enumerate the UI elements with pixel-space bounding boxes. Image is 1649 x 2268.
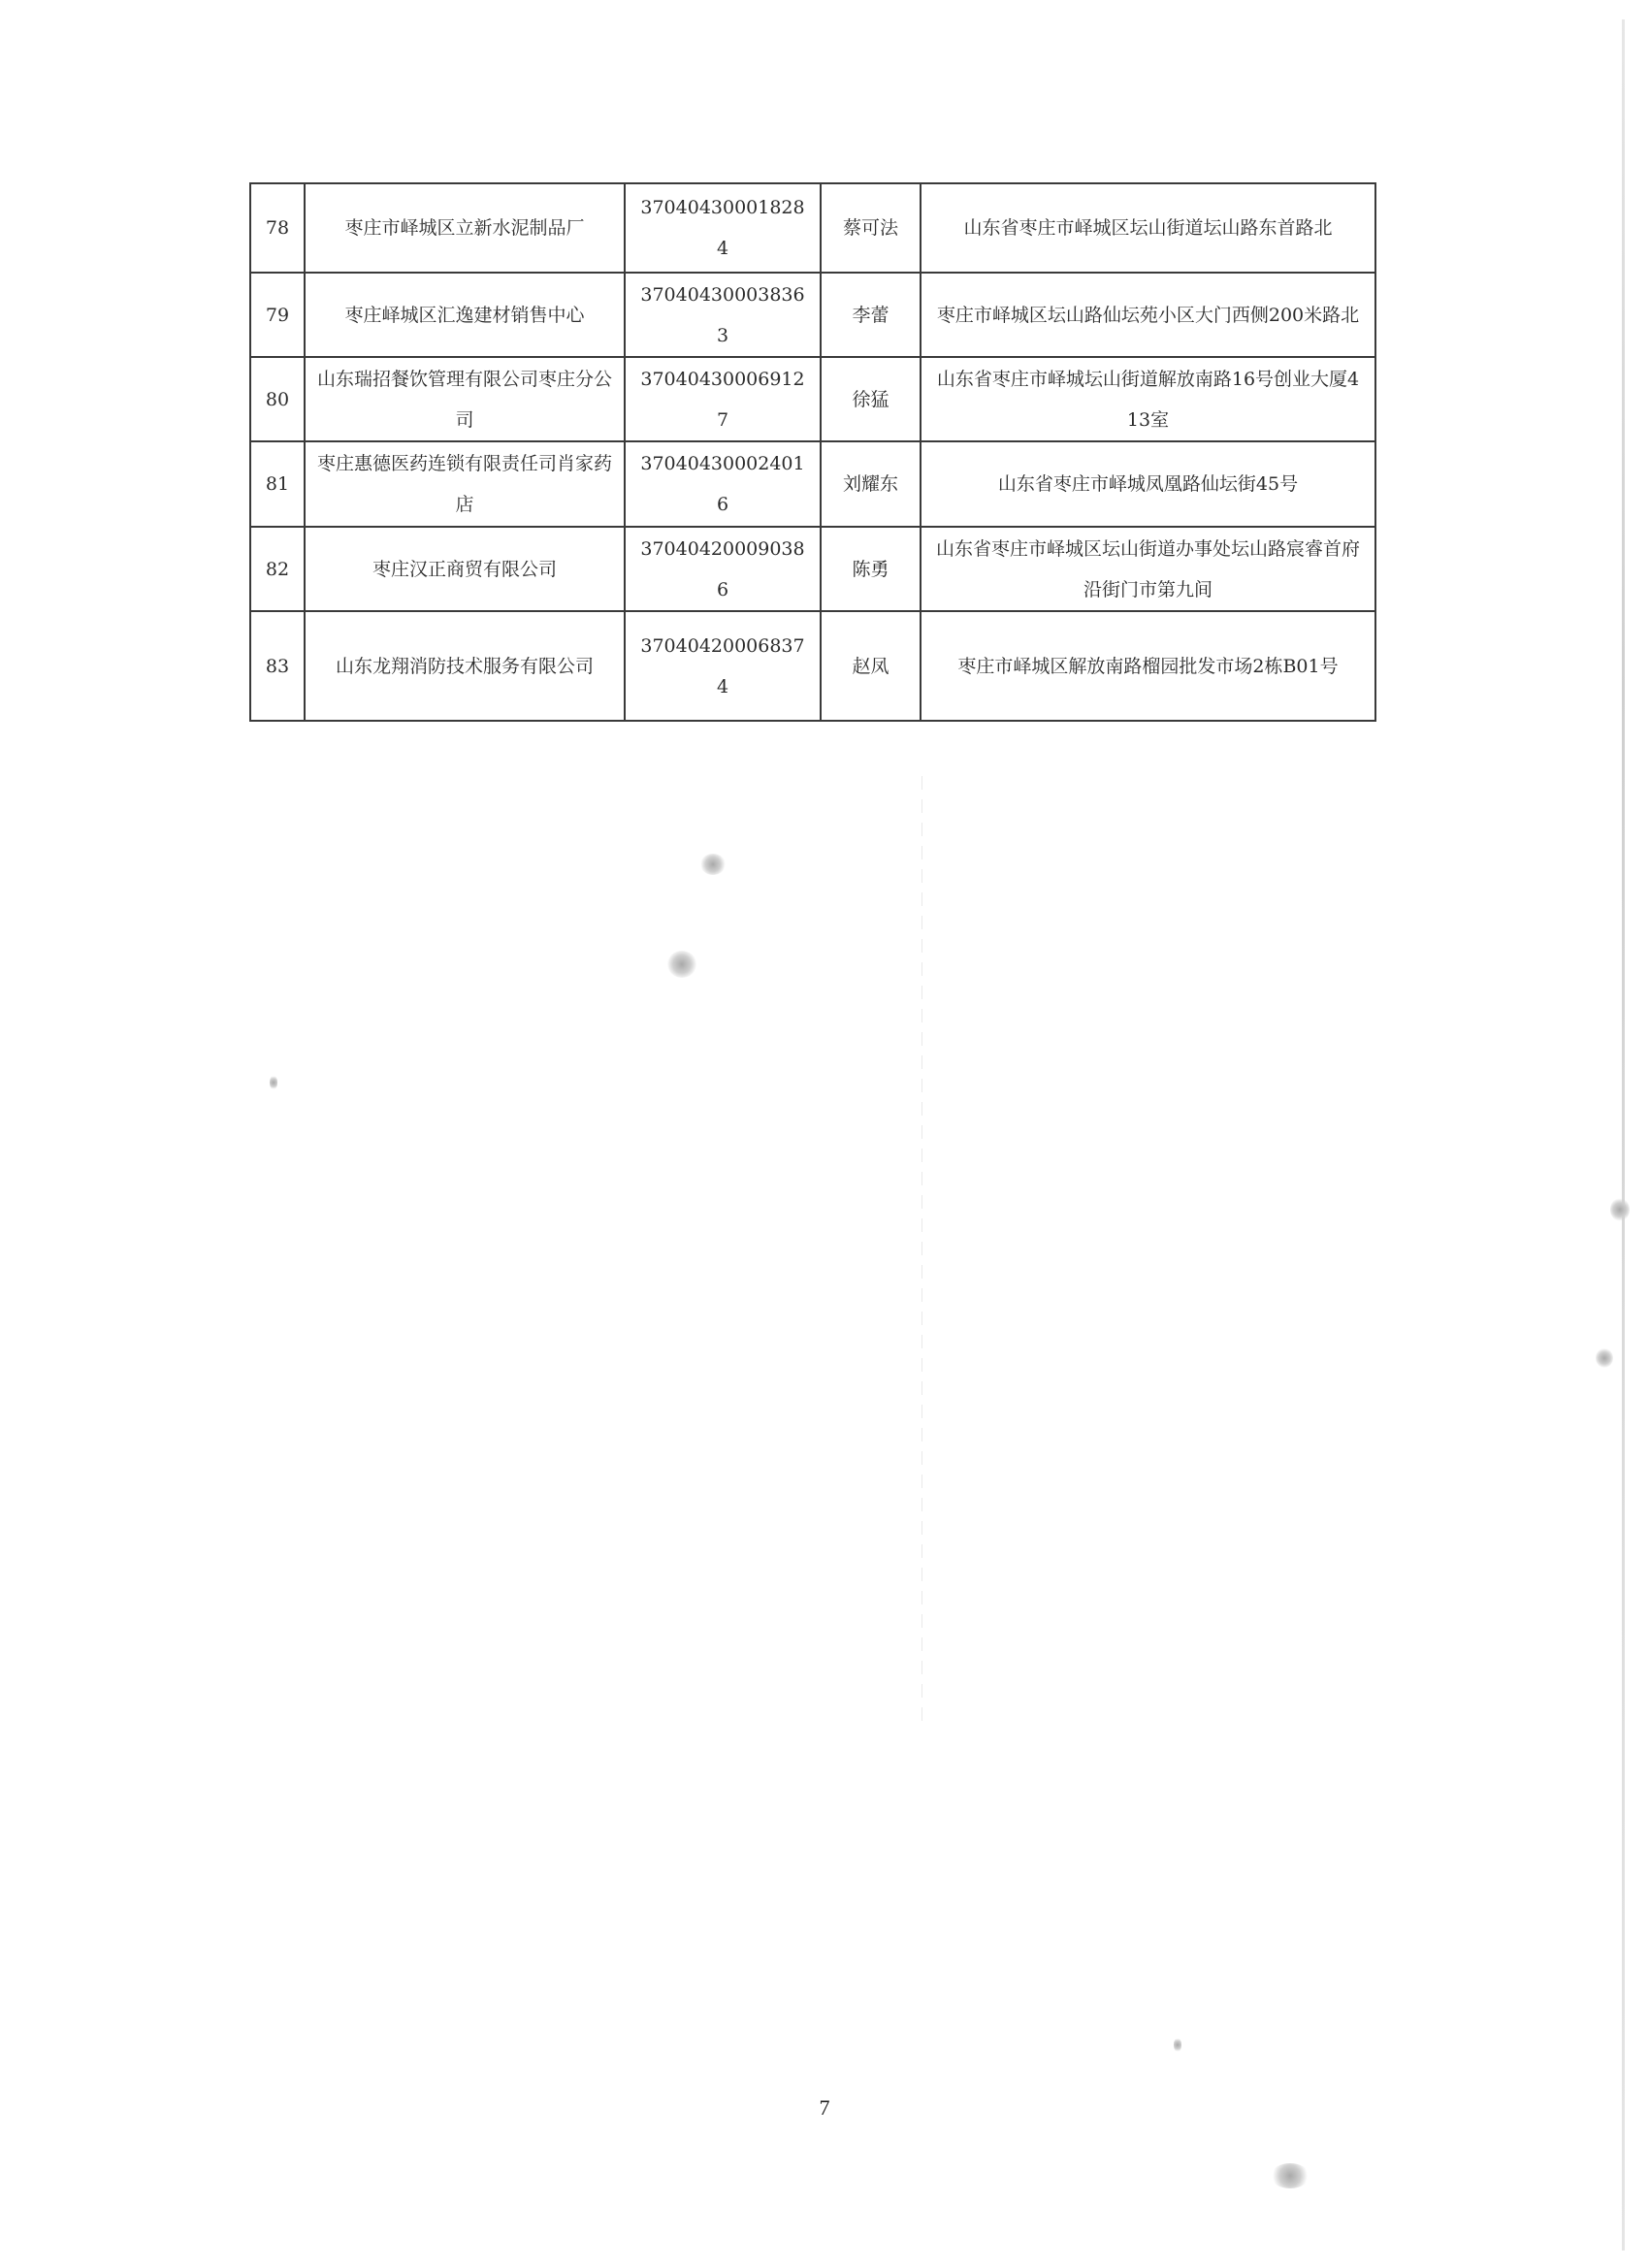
scan-speck <box>667 951 696 978</box>
business-address: 枣庄市峄城区解放南路榴园批发市场2栋B01号 <box>921 611 1375 721</box>
registration-number: 370404200068374 <box>625 611 821 721</box>
page-number: 7 <box>819 2095 830 2120</box>
legal-representative: 蔡可法 <box>821 183 921 273</box>
registration-number: 370404300024016 <box>625 441 821 527</box>
row-number: 81 <box>250 441 305 527</box>
business-address: 山东省枣庄市峄城坛山街道解放南路16号创业大厦413室 <box>921 357 1375 441</box>
table-row <box>250 357 1375 441</box>
business-address: 山东省枣庄市峄城区坛山街道坛山路东首路北 <box>921 183 1375 273</box>
row-number: 83 <box>250 611 305 721</box>
row-number: 78 <box>250 183 305 273</box>
table-row <box>250 441 1375 527</box>
legal-representative: 刘耀东 <box>821 441 921 527</box>
scan-speck <box>700 854 726 875</box>
scan-speck <box>1596 1348 1613 1368</box>
legal-representative: 徐猛 <box>821 357 921 441</box>
business-name: 枣庄峄城区汇逸建材销售中心 <box>305 273 625 357</box>
table-row <box>250 611 1375 721</box>
business-address: 山东省枣庄市峄城凤凰路仙坛街45号 <box>921 441 1375 527</box>
registration-number: 370404200090386 <box>625 527 821 611</box>
row-number: 79 <box>250 273 305 357</box>
legal-representative: 陈勇 <box>821 527 921 611</box>
legal-representative: 赵凤 <box>821 611 921 721</box>
registration-number: 370404300018284 <box>625 183 821 273</box>
records-table <box>249 182 1376 722</box>
row-number: 80 <box>250 357 305 441</box>
legal-representative: 李蕾 <box>821 273 921 357</box>
business-name: 山东龙翔消防技术服务有限公司 <box>305 611 625 721</box>
scan-edge-shadow <box>1622 19 1625 2251</box>
business-name: 山东瑞招餐饮管理有限公司枣庄分公司 <box>305 357 625 441</box>
scan-speck <box>1610 1198 1630 1221</box>
business-name: 枣庄市峄城区立新水泥制品厂 <box>305 183 625 273</box>
table-row <box>250 273 1375 357</box>
table-row <box>250 183 1375 273</box>
registration-number: 370404300069127 <box>625 357 821 441</box>
scan-speck <box>1174 2037 1181 2053</box>
row-number: 82 <box>250 527 305 611</box>
business-name: 枣庄汉正商贸有限公司 <box>305 527 625 611</box>
registration-number: 370404300038363 <box>625 273 821 357</box>
business-name: 枣庄惠德医药连锁有限责任司肖家药店 <box>305 441 625 527</box>
business-address: 枣庄市峄城区坛山路仙坛苑小区大门西侧200米路北 <box>921 273 1375 357</box>
scan-speck <box>270 1075 277 1090</box>
business-address: 山东省枣庄市峄城区坛山街道办事处坛山路宸睿首府沿街门市第九间 <box>921 527 1375 611</box>
scan-speck <box>1271 2163 1310 2188</box>
table-row <box>250 527 1375 611</box>
